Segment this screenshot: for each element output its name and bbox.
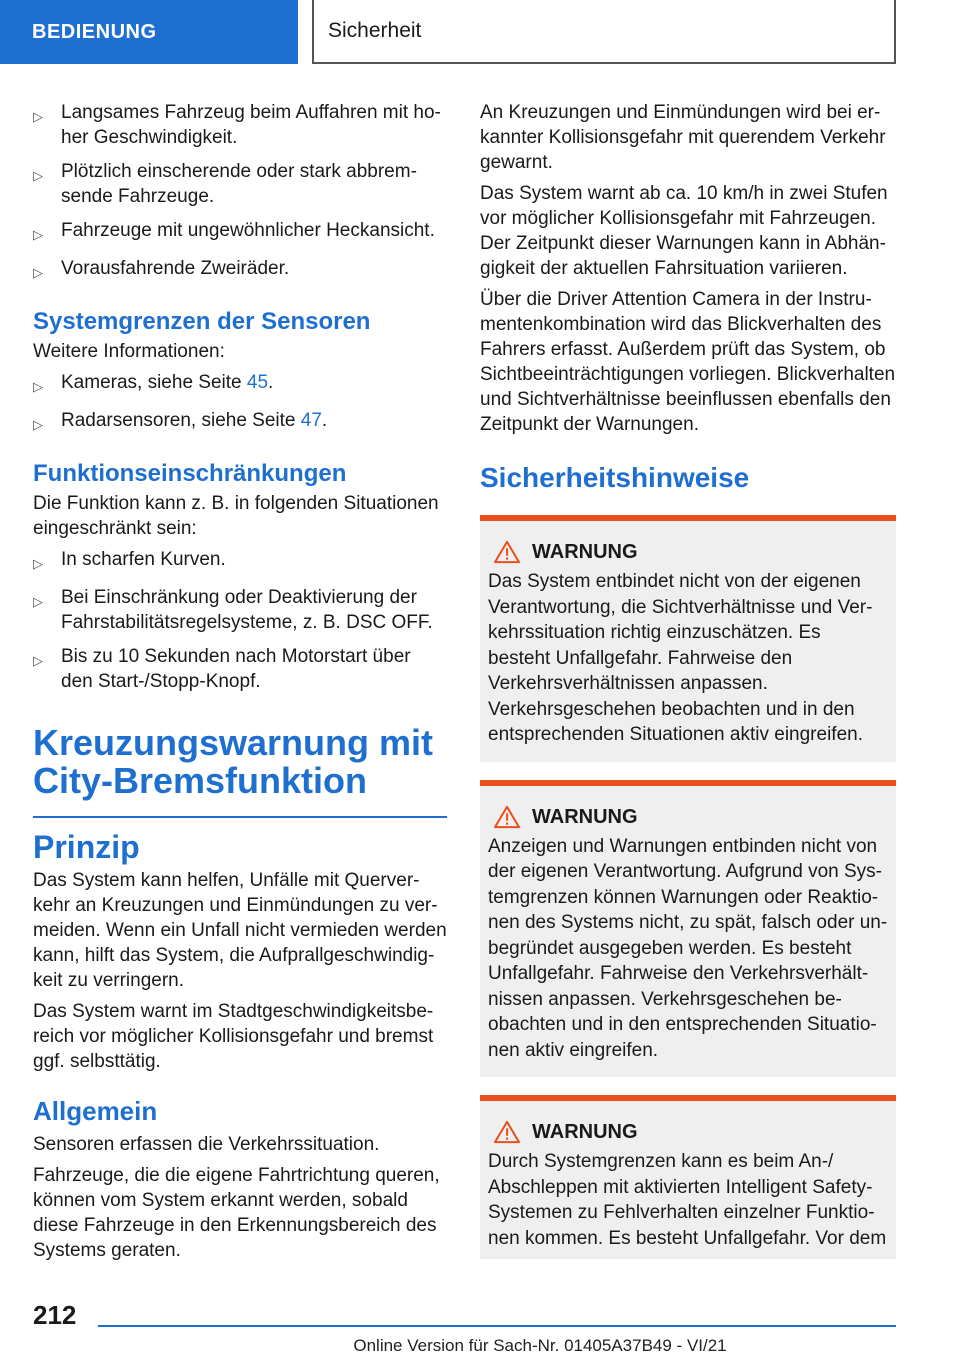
heading-allgemein: Allgemein: [33, 1096, 158, 1126]
list-item: ▷ Bis zu 10 Sekunden nach Motorstart über den Start-/Stopp-Knopf.: [33, 646, 411, 692]
warning-triangle-icon: [492, 805, 522, 829]
triangle-bullet-icon: ▷: [33, 379, 43, 394]
list-item: ▷ Bei Einschränkung oder Deaktivierung der Fahrstabilitätsregelsysteme, z. B. DSC OFF.: [33, 587, 433, 633]
list-item: ▷ Plötzlich einscherende oder stark abbremsende Fahrzeuge.: [33, 161, 417, 207]
paragraph: Die Funktion kann z. B. in folgenden Situationen eingeschränkt sein:: [33, 493, 439, 539]
paragraph: Das System warnt ab ca. 10 km/h in zwei Stufen vor möglicher Kollisionsgefahr mit Fahrzeugen. Der Zeitpunkt dieser Warnungen kann in Abhängigkeit der aktuellen Fahrsituation variieren.: [480, 183, 888, 279]
triangle-bullet-icon: ▷: [33, 168, 43, 183]
heading-prinzip: Prinzip: [33, 829, 140, 865]
main-title: Kreuzungswarnung mit City-Bremsfunktion: [33, 722, 434, 801]
paragraph: Sensoren erfassen die Verkehrssituation.: [33, 1134, 380, 1155]
paragraph: Das System kann helfen, Unfälle mit Querverkehr an Kreuzungen und Einmündungen zu vermeiden. Wenn ein Unfall nicht vermieden werden kann, hilft das System, die Aufprallgeschwindigkeit zu verringern.: [33, 870, 447, 991]
list-item: ▷ Kameras, siehe Seite 45.: [33, 370, 447, 399]
heading-sicherheitshinweise: Sicherheitshinweise: [480, 462, 750, 493]
triangle-bullet-icon: ▷: [33, 109, 43, 124]
list-item: ▷ Radarsensoren, siehe Seite 47.: [33, 408, 447, 437]
page-link-47[interactable]: 47: [300, 410, 322, 431]
list-item: ▷ Fahrzeuge mit ungewöhnlicher Heckansicht.: [33, 218, 447, 247]
paragraph: An Kreuzungen und Einmündungen wird bei erkannter Kollisionsgefahr mit querendem Verkehr gewarnt.: [480, 102, 886, 173]
warning-label: WARNUNG: [532, 1121, 638, 1143]
warning-text: Anzeigen und Warnungen entbinden nicht von der eigenen Verantwortung. Aufgrund von Systemgrenzen können Warnungen oder Reaktionen des Systems nicht, zu spät, falsch oder unbegründet ausgegeben werden. Es besteht Unfallgefahr. Fahrweise den Verkehrsverhältnissen anpassen. Verkehrsgeschehen beobachten und in den entsprechenden Situationen aktiv eingreifen.: [488, 835, 888, 1061]
warning-box: [480, 515, 896, 762]
chapter-tab: BEDIENUNG: [0, 0, 298, 64]
triangle-bullet-icon: ▷: [33, 227, 43, 242]
heading-systemgrenzen: Systemgrenzen der Sensoren: [33, 308, 371, 335]
warning-text: Durch Systemgrenzen kann es beim An-/ Abschleppen mit aktivierten Intelligent Safety-Systemen zu Fehlverhalten einzelner Funktionen kommen. Es besteht Unfallgefahr. Vor dem: [488, 1151, 887, 1249]
triangle-bullet-icon: ▷: [33, 265, 43, 280]
paragraph: Fahrzeuge, die die eigene Fahrtrichtung queren, können vom System erkannt werden, sobald diese Fahrzeuge in den Erkennungsbereich des Systems geraten.: [33, 1165, 440, 1261]
footer-text: Online Version für Sach-Nr. 01405A37B49 - VI/21: [353, 1336, 727, 1355]
paragraph: Das System warnt im Stadtgeschwindigkeitsbereich vor möglicher Kollisionsgefahr und bremst ggf. selbsttätig.: [33, 1001, 434, 1072]
warning-triangle-icon: [492, 1120, 522, 1144]
triangle-bullet-icon: ▷: [33, 556, 43, 571]
footer-divider: [98, 1325, 896, 1327]
list-item: ▷ Langsames Fahrzeug beim Auffahren mit hoher Geschwindigkeit.: [33, 102, 441, 148]
warning-label: WARNUNG: [532, 541, 638, 563]
page-number: 212: [33, 1300, 77, 1330]
triangle-bullet-icon: ▷: [33, 653, 43, 668]
triangle-bullet-icon: ▷: [33, 417, 43, 432]
warning-text: Das System entbindet nicht von der eigenen Verantwortung, die Sichtverhältnisse und Verkehrssituation richtig einzuschätzen. Es besteht Unfallgefahr. Fahrweise den Verkehrsverhältnissen anpassen. Verkehrsgeschehen beobachten und in den entsprechenden Situationen aktiv eingreifen.: [488, 571, 873, 745]
heading-funktionseinschraenkungen: Funktionseinschränkungen: [33, 460, 347, 487]
paragraph: Über die Driver Attention Camera in der Instrumentenkombination wird das Blickverhalten des Fahrers erfasst. Außerdem prüft das System, ob Sichtbeeinträchtigungen vorliegen. Blickverhalten und Sichtverhältnisse beeinflussen ebenfalls den Zeitpunkt der Warnungen.: [480, 289, 896, 435]
paragraph: Weitere Informationen:: [33, 341, 225, 362]
left-column: [33, 100, 447, 1269]
list-item: ▷ In scharfen Kurven.: [33, 547, 447, 576]
title-divider: [33, 816, 447, 818]
triangle-bullet-icon: ▷: [33, 594, 43, 609]
warning-triangle-icon: [492, 540, 522, 564]
right-column: [480, 100, 896, 1259]
page-link-45[interactable]: 45: [246, 372, 269, 393]
warning-box: [480, 780, 896, 1078]
section-title: Sicherheit: [312, 0, 896, 64]
warning-box: [480, 1095, 896, 1259]
list-item: ▷ Vorausfahrende Zweiräder.: [33, 256, 447, 285]
warning-label: WARNUNG: [532, 805, 638, 828]
